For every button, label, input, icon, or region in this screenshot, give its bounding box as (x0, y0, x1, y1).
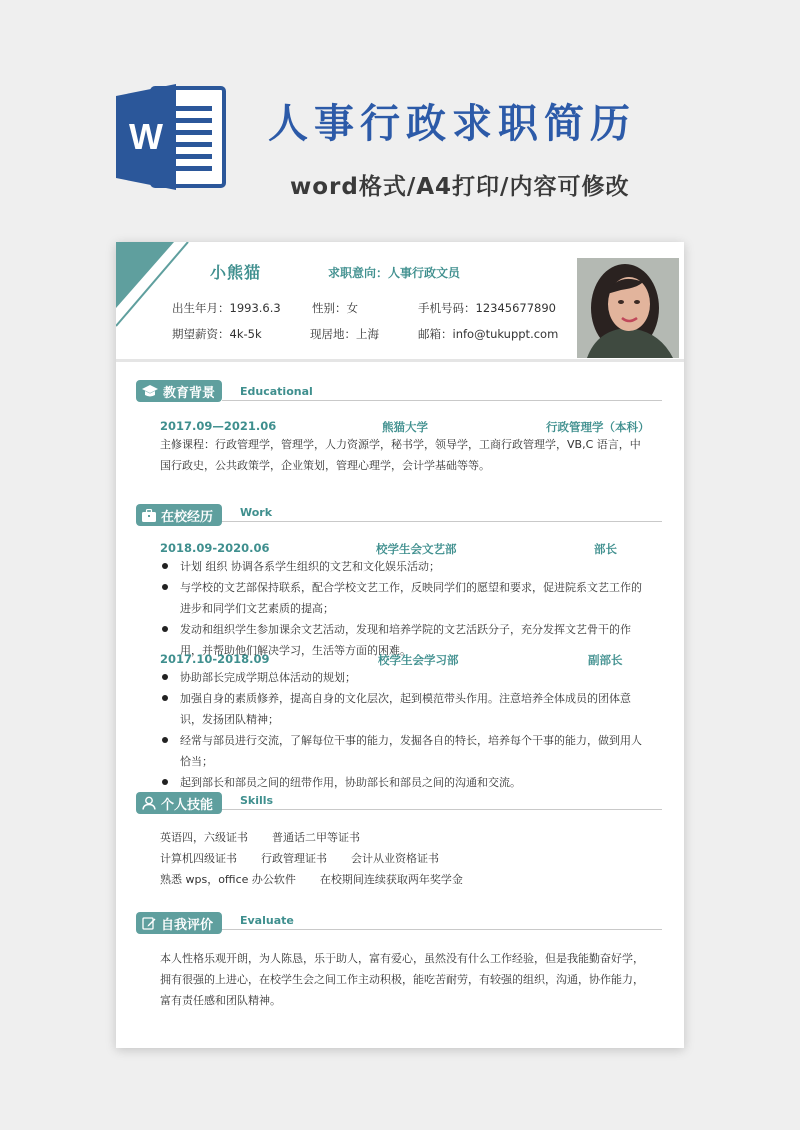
person-icon (142, 796, 156, 810)
section-campus-title: 在校经历 (161, 509, 214, 525)
list-item: 发动和组织学生参加课余文艺活动，发现和培养学院的文艺活跃分子，充分发挥文艺骨干的作用，并帮助他们解决学习，生活等方面的困难。 (160, 619, 652, 661)
phone-number: 手机号码：12345677890 (418, 301, 556, 315)
education-period: 2017.09—2021.06 (160, 419, 277, 433)
gender: 性别：女 (312, 301, 358, 315)
graduation-cap-icon (142, 384, 158, 398)
education-courses: 主修课程：行政管理学，管理学，人力资源学，秘书学，领导学，工商行政管理学，VB,C 语言，中国行政史，公共政策学，企业策划，管理心理学，会计学基础等等。 (160, 438, 641, 472)
section-education-rule (222, 400, 662, 401)
skill-item: 会计从业资格证书 (351, 852, 439, 865)
section-campus-en: Work (240, 506, 273, 519)
email: 邮箱：info@tukuppt.com (418, 327, 559, 341)
list-item: 经常与部员进行交流，了解每位干事的能力，发掘各自的特长，培养每个干事的能力，做到用人恰当； (160, 730, 652, 772)
expected-salary: 期望薪资：4k-5k (172, 327, 262, 341)
job-period: 2017.10-2018.09 (160, 652, 270, 666)
job-organization: 校学生会学习部 (378, 653, 459, 667)
profile-photo (577, 258, 679, 358)
job-duties-list (160, 556, 652, 661)
skill-item: 行政管理证书 (261, 852, 327, 865)
section-evaluation-en: Evaluate (240, 914, 294, 927)
word-document-icon (116, 84, 226, 190)
education-major: 行政管理学（本科） (546, 420, 650, 434)
list-item (160, 827, 640, 848)
section-evaluation-tab (136, 912, 222, 934)
section-campus-tab (136, 504, 222, 526)
banner-title: 人事行政求职简历 (268, 101, 636, 147)
list-item: 协助部长完成学期总体活动的规划； (160, 667, 652, 688)
section-education-tab (136, 380, 222, 402)
job-role: 部长 (594, 542, 617, 556)
word-icon-letter: W (129, 116, 163, 157)
candidate-name: 小熊猫 (210, 263, 262, 282)
resume-page (116, 242, 684, 1048)
list-item: 计划 组织 协调各系学生组织的文艺和文化娱乐活动； (160, 556, 652, 577)
list-item: 起到部长和部员之间的纽带作用，协助部长和部员之间的沟通和交流。 (160, 772, 652, 793)
section-skills-rule (222, 809, 662, 810)
section-evaluation-title: 自我评价 (161, 917, 214, 933)
birth-date: 出生年月：1993.6.3 (172, 301, 281, 315)
skills-list (160, 827, 640, 890)
edit-icon (142, 916, 156, 930)
list-item: 与学校的文艺部保持联系，配合学校文艺工作，反映同学们的愿望和要求，促进院系文艺工作的进步和同学们文艺素质的提高； (160, 577, 652, 619)
section-skills-title: 个人技能 (161, 797, 214, 813)
education-school: 熊猫大学 (382, 420, 428, 434)
skill-item: 熟悉 wps，office 办公软件 (160, 873, 296, 886)
section-education-en: Educational (240, 385, 313, 398)
section-skills-en: Skills (240, 794, 274, 807)
list-item (160, 869, 640, 890)
skill-item: 普通话二甲等证书 (272, 831, 360, 844)
job-intent: 求职意向：人事行政文员 (328, 266, 461, 280)
section-evaluation-rule (222, 929, 662, 930)
job-role: 副部长 (588, 653, 623, 667)
skill-item: 计算机四级证书 (160, 852, 237, 865)
current-location: 现居地：上海 (310, 327, 379, 341)
briefcase-icon (142, 509, 156, 522)
list-item (160, 848, 640, 869)
list-item: 加强自身的素质修养，提高自身的文化层次，起到模范带头作用。注意培养全体成员的团体意识，发扬团队精神； (160, 688, 652, 730)
section-skills-tab (136, 792, 222, 814)
section-campus-rule (222, 521, 662, 522)
header-divider (116, 359, 684, 362)
section-education-title: 教育背景 (163, 385, 216, 401)
skill-item: 英语四，六级证书 (160, 831, 248, 844)
job-organization: 校学生会文艺部 (376, 542, 457, 556)
job-period: 2018.09-2020.06 (160, 541, 270, 555)
banner-subtitle: word格式/A4打印/内容可修改 (290, 174, 630, 200)
skill-item: 在校期间连续获取两年奖学金 (319, 873, 463, 886)
job-duties-list (160, 667, 652, 793)
self-evaluation-text: 本人性格乐观开朗，为人陈恳，乐于助人，富有爱心，虽然没有什么工作经验，但是我能勤奋好学，拥有很强的上进心，在校学生会之间工作主动积极，能吃苦耐劳，有较强的组织，沟通，协作能力，富有责任感和团队精神。 (160, 952, 644, 1007)
corner-decoration (116, 242, 196, 332)
